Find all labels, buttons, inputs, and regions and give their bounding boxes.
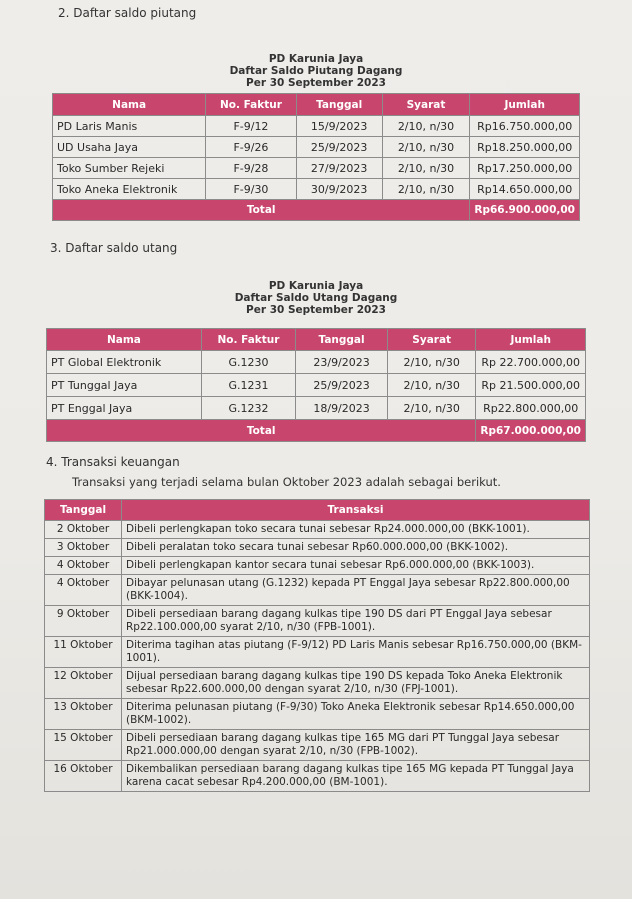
section-2-title-block — [52, 53, 580, 89]
payables-table — [46, 328, 586, 442]
table-header-row: Nama No. Faktur Tanggal Syarat Jumlah — [47, 329, 586, 351]
table-row: 3 Oktober Dibeli peralatan toko secara tunai sebesar Rp60.000.000,00 (BKK-1002). — [45, 539, 590, 557]
transactions-table — [44, 499, 590, 792]
table-header-row: Nama No. Faktur Tanggal Syarat Jumlah — [53, 94, 580, 116]
table-row: UD Usaha Jaya F-9/26 25/9/2023 2/10, n/30 Rp18.250.000,00 — [53, 137, 580, 158]
table-row: 16 Oktober Dikembalikan persediaan barang dagang kulkas tipe 165 MG kepada PT Tunggal Jaya karena cacat sebesar Rp4.200.000,00 (BM-1001). — [45, 761, 590, 792]
table-row: 13 Oktober Diterima pelunasan piutang (F-9/30) Toko Aneka Elektronik sebesar Rp14.650.000,00 (BKM-1002). — [45, 699, 590, 730]
table-row: 12 Oktober Dijual persediaan barang dagang kulkas tipe 190 DS kepada Toko Aneka Elektronik sebesar Rp22.600.000,00 dengan syarat 2/10, n/30 (FPJ-1001). — [45, 668, 590, 699]
section-2-title: Daftar Saldo Piutang Dagang — [229, 65, 403, 77]
table-row: 11 Oktober Diterima tagihan atas piutang (F-9/12) PD Laris Manis sebesar Rp16.750.000,00 (BKM-1001). — [45, 637, 590, 668]
section-3-title: Daftar Saldo Utang Dagang — [234, 292, 398, 304]
table-row: PT Enggal Jaya G.1232 18/9/2023 2/10, n/30 Rp22.800.000,00 — [47, 397, 586, 420]
total-value: Rp66.900.000,00 — [470, 200, 580, 221]
total-label: Total — [53, 200, 470, 221]
table-row: Toko Aneka Elektronik F-9/30 30/9/2023 2/10, n/30 Rp14.650.000,00 — [53, 179, 580, 200]
table-row: PD Laris Manis F-9/12 15/9/2023 2/10, n/30 Rp16.750.000,00 — [53, 116, 580, 137]
table-row: 15 Oktober Dibeli persediaan barang dagang kulkas tipe 165 MG dari PT Tunggal Jaya sebesar Rp21.000.000,00 dengan syarat 2/10, n/30 (FPB-1002). — [45, 730, 590, 761]
table-row: PT Global Elektronik G.1230 23/9/2023 2/10, n/30 Rp 22.700.000,00 — [47, 351, 586, 374]
total-value: Rp67.000.000,00 — [476, 420, 586, 442]
total-label: Total — [47, 420, 476, 442]
table-row: 4 Oktober Dibeli perlengkapan kantor secara tunai sebesar Rp6.000.000,00 (BKK-1003). — [45, 557, 590, 575]
total-row — [53, 200, 580, 221]
section-4-intro: Transaksi yang terjadi selama bulan Oktober 2023 adalah sebagai berikut. — [72, 475, 501, 489]
section-2-period: Per 30 September 2023 — [246, 77, 386, 89]
table-row: PT Tunggal Jaya G.1231 25/9/2023 2/10, n/30 Rp 21.500.000,00 — [47, 374, 586, 397]
table-row: 2 Oktober Dibeli perlengkapan toko secara tunai sebesar Rp24.000.000,00 (BKK-1001). — [45, 521, 590, 539]
table-row: Toko Sumber Rejeki F-9/28 27/9/2023 2/10, n/30 Rp17.250.000,00 — [53, 158, 580, 179]
section-3-company: PD Karunia Jaya — [268, 280, 364, 292]
section-3-title-block — [46, 280, 586, 316]
receivables-table — [52, 93, 580, 221]
section-3-heading: 3. Daftar saldo utang — [50, 241, 178, 255]
total-row — [47, 420, 586, 442]
section-2-heading: 2. Daftar saldo piutang — [58, 6, 197, 20]
table-row: 4 Oktober Dibayar pelunasan utang (G.1232) kepada PT Enggal Jaya sebesar Rp22.800.000,00 (BKK-1004). — [45, 575, 590, 606]
table-header-row: Tanggal Transaksi — [45, 500, 590, 521]
section-3-period: Per 30 September 2023 — [246, 304, 386, 316]
table-row: 9 Oktober Dibeli persediaan barang dagang kulkas tipe 190 DS dari PT Enggal Jaya sebesar Rp22.100.000,00 syarat 2/10, n/30 (FPB-1001). — [45, 606, 590, 637]
section-2-company: PD Karunia Jaya — [268, 53, 364, 65]
section-4-heading: 4. Transaksi keuangan — [46, 455, 180, 469]
